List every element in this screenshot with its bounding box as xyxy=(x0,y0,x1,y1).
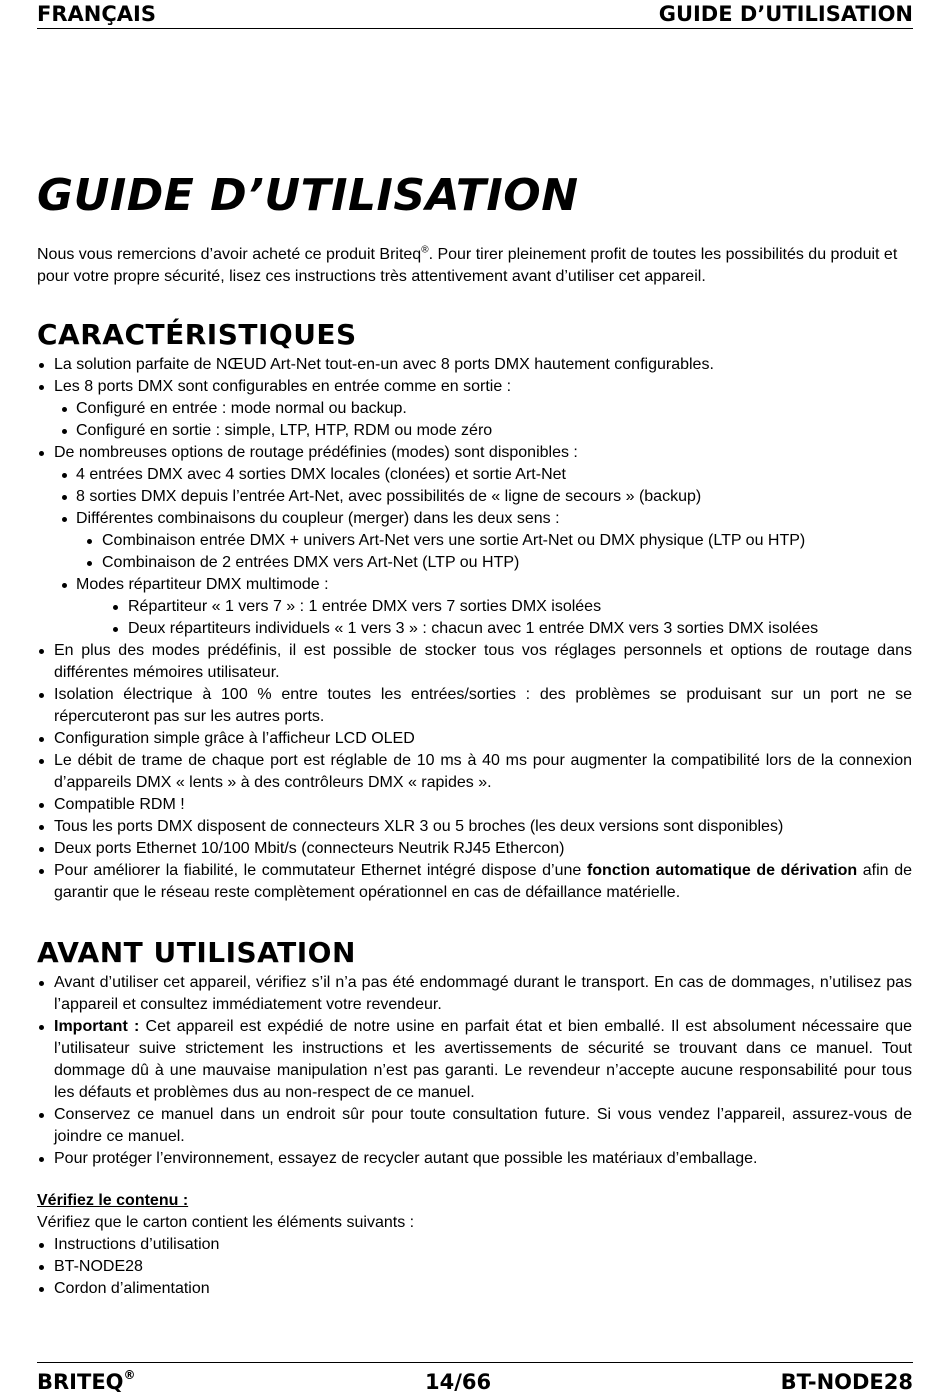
list-item: Répartiteur « 1 vers 7 » : 1 entrée DMX vers 7 sorties DMX isolées xyxy=(37,596,912,618)
list-item: En plus des modes prédéfinis, il est possible de stocker tous vos réglages personnels et options de routage dans différentes mémoires utilisateur. xyxy=(37,640,912,684)
list-item: Cordon d’alimentation xyxy=(37,1278,912,1300)
header-section: GUIDE D’UTILISATION xyxy=(658,2,913,26)
contents-text: Vérifiez que le carton contient les éléments suivants : xyxy=(37,1214,415,1231)
before-use-list xyxy=(37,972,912,1170)
footer-brand: BRITEQ® xyxy=(37,1368,136,1394)
page-content xyxy=(37,166,912,1300)
list-item: Tous les ports DMX disposent de connecteurs XLR 3 ou 5 broches (les deux versions sont disponibles) xyxy=(37,816,912,838)
contents-title: Vérifiez le contenu : xyxy=(37,1192,189,1209)
list-item: Configuration simple grâce à l’afficheur LCD OLED xyxy=(37,728,912,750)
list-item: Les 8 ports DMX sont configurables en entrée comme en sortie : xyxy=(37,376,912,398)
list-item: BT-NODE28 xyxy=(37,1256,912,1278)
list-item: De nombreuses options de routage prédéfinies (modes) sont disponibles : xyxy=(37,442,912,464)
list-item: Le débit de trame de chaque port est réglable de 10 ms à 40 ms pour augmenter la compatibilité lors de la connexion d’appareils DMX « lents » à des contrôleurs DMX « rapides ». xyxy=(37,750,912,794)
list-item: La solution parfaite de NŒUD Art-Net tout-en-un avec 8 ports DMX hautement configurables. xyxy=(37,354,912,376)
list-item: 8 sorties DMX depuis l’entrée Art-Net, avec possibilités de « ligne de secours » (backup) xyxy=(37,486,912,508)
page-header xyxy=(37,2,913,29)
list-item: Combinaison entrée DMX + univers Art-Net vers une sortie Art-Net ou DMX physique (LTP ou HTP) xyxy=(37,530,912,552)
page-number: 14/66 xyxy=(425,1370,492,1394)
list-item: Important : Cet appareil est expédié de notre usine en parfait état et bien emballé. Il est absolument nécessaire que l’utilisateur suive strictement les instructions et les avertissements de sécurité se trouvant dans ce manuel. Tout dommage dû à une mauvaise manipulation n’est pas garanti. Le revendeur n’accepte aucune responsabilité pour tous les défauts et problèmes dus au non-respect de ce manuel. xyxy=(37,1016,912,1104)
list-item: Conservez ce manuel dans un endroit sûr pour toute consultation future. Si vous vendez l’appareil, assurez-vous de joindre ce manuel. xyxy=(37,1104,912,1148)
list-item: Avant d’utiliser cet appareil, vérifiez s’il n’a pas été endommagé durant le transport. En cas de dommages, n’utilisez pas l’appareil et consultez immédiatement votre revendeur. xyxy=(37,972,912,1016)
features-heading: CARACTÉRISTIQUES xyxy=(37,318,357,351)
list-item: Deux ports Ethernet 10/100 Mbit/s (connecteurs Neutrik RJ45 Ethercon) xyxy=(37,838,912,860)
list-item: Deux répartiteurs individuels « 1 vers 3 » : chacun avec 1 entrée DMX vers 3 sorties DMX isolées xyxy=(37,618,912,640)
footer-model: BT-NODE28 xyxy=(780,1370,913,1394)
contents-section xyxy=(37,1190,912,1300)
list-item: Différentes combinaisons du coupleur (merger) dans les deux sens : xyxy=(37,508,912,530)
page-footer xyxy=(37,1362,913,1394)
contents-list xyxy=(37,1234,912,1300)
list-item: Pour améliorer la fiabilité, le commutateur Ethernet intégré dispose d’une fonction automatique de dérivation afin de garantir que le réseau reste complètement opérationnel en cas de défaillance matérielle. xyxy=(37,860,912,904)
intro-paragraph: Nous vous remercions d’avoir acheté ce produit Briteq®. Pour tirer pleinement profit de toutes les possibilités du produit et pour votre propre sécurité, lisez ces instructions très attentivement avant d’utiliser cet appareil. xyxy=(37,244,898,285)
list-item: 4 entrées DMX avec 4 sorties DMX locales (clonées) et sortie Art-Net xyxy=(37,464,912,486)
before-use-heading: AVANT UTILISATION xyxy=(37,936,356,969)
header-language: FRANÇAIS xyxy=(37,2,156,26)
list-item: Modes répartiteur DMX multimode : xyxy=(37,574,912,596)
list-item: Compatible RDM ! xyxy=(37,794,912,816)
document-title: GUIDE D’UTILISATION xyxy=(37,170,579,221)
list-item: Pour protéger l’environnement, essayez de recycler autant que possible les matériaux d’emballage. xyxy=(37,1148,912,1170)
list-item: Configuré en sortie : simple, LTP, HTP, RDM ou mode zéro xyxy=(37,420,912,442)
features-sublist xyxy=(37,398,912,442)
list-item: Isolation électrique à 100 % entre toutes les entrées/sorties : des problèmes se produisant sur un port ne se répercuteront pas sur les autres ports. xyxy=(37,684,912,728)
list-item: Combinaison de 2 entrées DMX vers Art-Net (LTP ou HTP) xyxy=(37,552,912,574)
list-item: Configuré en entrée : mode normal ou backup. xyxy=(37,398,912,420)
features-list xyxy=(37,354,912,398)
registered-mark: ® xyxy=(421,244,429,256)
list-item: Instructions d’utilisation xyxy=(37,1234,912,1256)
